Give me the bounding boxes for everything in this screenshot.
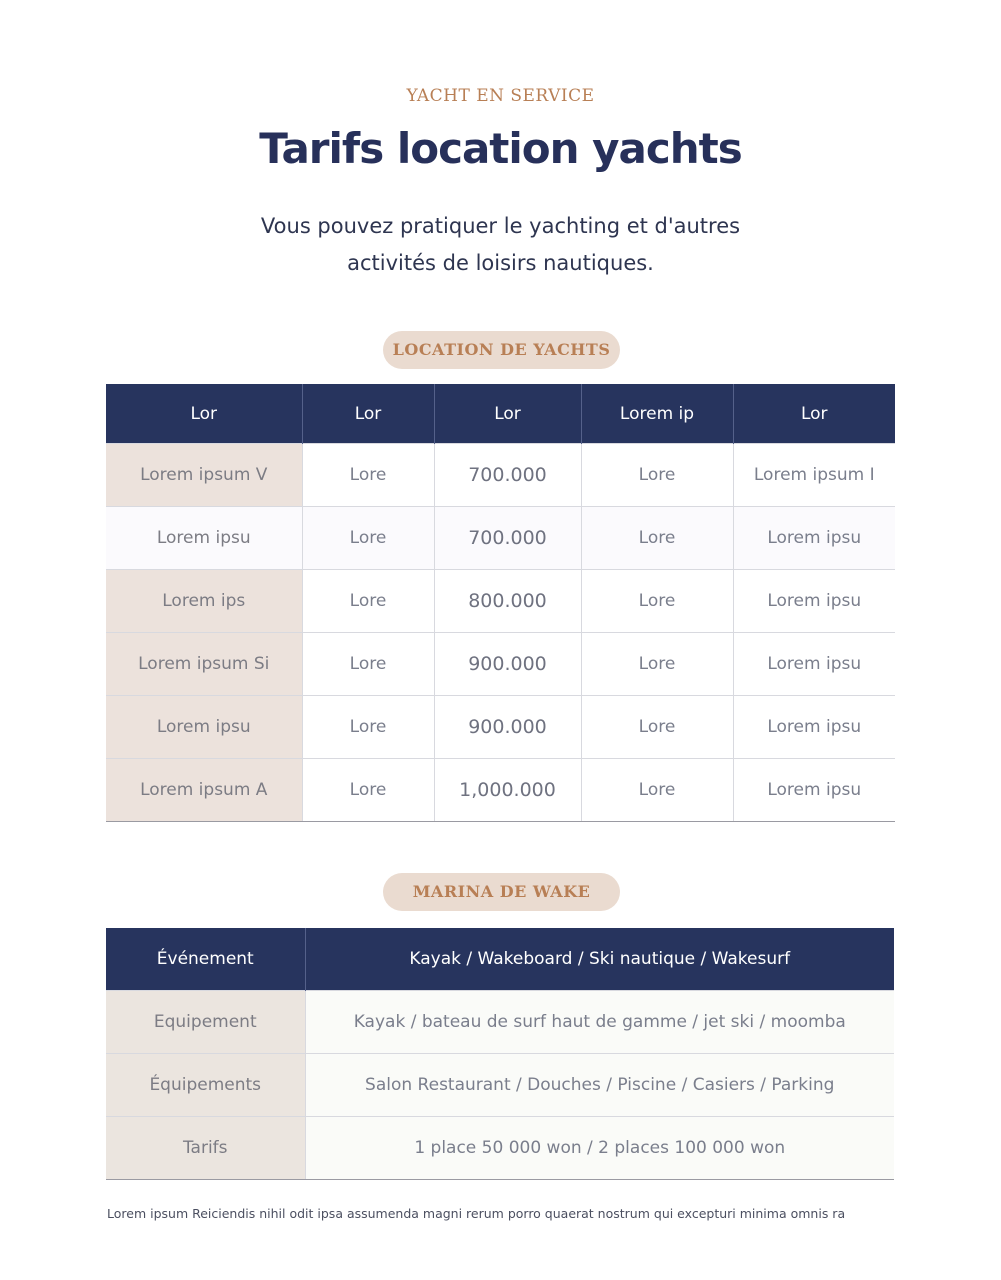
table-cell: Lore <box>302 570 434 633</box>
table-row <box>106 759 895 822</box>
price-cell: 700.000 <box>434 507 581 570</box>
intro-line-2: activités de loisirs nautiques. <box>347 251 654 275</box>
table-header-row <box>106 384 895 444</box>
table-row <box>106 570 895 633</box>
price-cell: 900.000 <box>434 696 581 759</box>
yacht-section-label: LOCATION DE YACHTS <box>383 331 620 369</box>
table-row <box>106 991 894 1054</box>
table-cell: Lorem ipsum V <box>106 444 302 507</box>
marina-section-label: MARINA DE WAKE <box>383 873 620 911</box>
price-cell: 900.000 <box>434 633 581 696</box>
table-cell: Lore <box>581 444 733 507</box>
table-cell: Équipements <box>106 1054 305 1117</box>
table-cell: Lorem ips <box>106 570 302 633</box>
table-row <box>106 1117 894 1180</box>
column-header: Lor <box>434 384 581 444</box>
table-header-row <box>106 928 894 991</box>
column-header: Événement <box>106 928 305 991</box>
table-row <box>106 1054 894 1117</box>
column-header: Kayak / Wakeboard / Ski nautique / Wakesurf <box>305 928 894 991</box>
price-cell: 700.000 <box>434 444 581 507</box>
page-title: Tarifs location yachts <box>259 124 742 173</box>
table-cell: Lorem ipsu <box>733 759 895 822</box>
table-row <box>106 633 895 696</box>
marina-table <box>106 928 894 1180</box>
price-cell: 1,000.000 <box>434 759 581 822</box>
table-cell: Lorem ipsum Si <box>106 633 302 696</box>
table-cell: Lore <box>302 444 434 507</box>
table-cell: Lorem ipsu <box>733 507 895 570</box>
table-cell: Lorem ipsu <box>733 570 895 633</box>
table-cell: Lorem ipsu <box>733 633 895 696</box>
table-cell: Lore <box>581 507 733 570</box>
column-header: Lor <box>733 384 895 444</box>
table-cell: Lorem ipsum I <box>733 444 895 507</box>
table-cell: Lore <box>581 633 733 696</box>
table-cell: 1 place 50 000 won / 2 places 100 000 won <box>305 1117 894 1180</box>
intro-text <box>230 208 771 282</box>
price-cell: 800.000 <box>434 570 581 633</box>
table-cell: Kayak / bateau de surf haut de gamme / jet ski / moomba <box>305 991 894 1054</box>
column-header: Lorem ip <box>581 384 733 444</box>
intro-line-1: Vous pouvez pratiquer le yachting et d'autres <box>260 214 741 238</box>
table-row <box>106 696 895 759</box>
table-cell: Lorem ipsu <box>106 696 302 759</box>
table-cell: Lore <box>581 759 733 822</box>
footnote: Lorem ipsum Reiciendis nihil odit ipsa assumenda magni rerum porro quaerat nostrum qui excepturi minima omnis ra <box>107 1206 846 1221</box>
table-row <box>106 444 895 507</box>
table-cell: Lorem ipsu <box>106 507 302 570</box>
table-cell: Lore <box>581 696 733 759</box>
yacht-price-table <box>106 384 895 822</box>
table-cell: Lorem ipsu <box>733 696 895 759</box>
table-cell: Lore <box>302 507 434 570</box>
table-cell: Lorem ipsum A <box>106 759 302 822</box>
table-cell: Lore <box>302 759 434 822</box>
table-cell: Equipement <box>106 991 305 1054</box>
column-header: Lor <box>302 384 434 444</box>
table-cell: Salon Restaurant / Douches / Piscine / Casiers / Parking <box>305 1054 894 1117</box>
table-cell: Lore <box>581 570 733 633</box>
table-cell: Lore <box>302 696 434 759</box>
table-row <box>106 507 895 570</box>
column-header: Lor <box>106 384 302 444</box>
table-cell: Tarifs <box>106 1117 305 1180</box>
section-eyebrow: YACHT EN SERVICE <box>406 86 595 106</box>
table-cell: Lore <box>302 633 434 696</box>
